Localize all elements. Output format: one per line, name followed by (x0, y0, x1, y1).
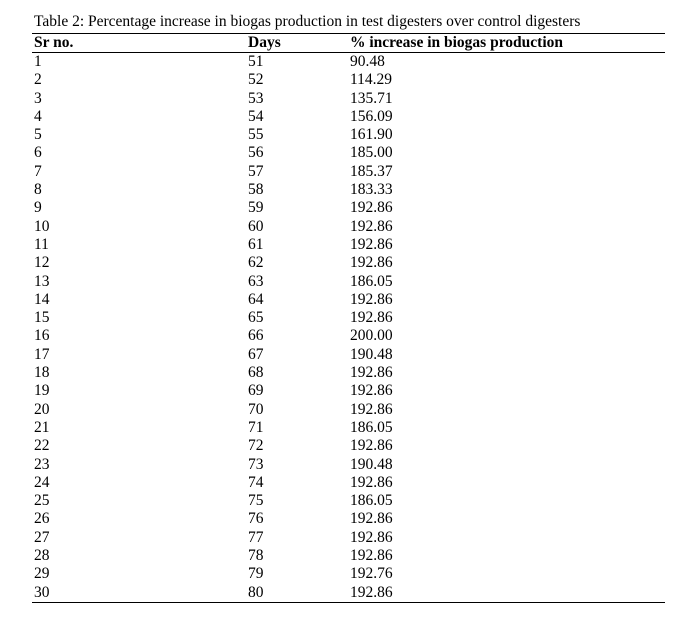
cell-days: 53 (248, 89, 264, 107)
cell-sr-no: 22 (34, 437, 50, 455)
cell-days: 57 (248, 162, 264, 180)
cell-percent-increase: 190.48 (350, 345, 393, 363)
table-row (32, 346, 665, 364)
table-row (32, 218, 665, 236)
cell-days: 76 (248, 510, 264, 528)
cell-sr-no: 17 (34, 345, 50, 363)
cell-days: 71 (248, 418, 264, 436)
header-percent-increase: % increase in biogas production (350, 34, 564, 51)
table-row (32, 565, 665, 583)
table-row (32, 382, 665, 400)
cell-days: 56 (248, 144, 264, 162)
cell-percent-increase: 183.33 (350, 181, 393, 199)
cell-percent-increase: 185.37 (350, 162, 393, 180)
cell-sr-no: 8 (34, 181, 42, 199)
cell-days: 67 (248, 345, 264, 363)
table-row (32, 53, 665, 72)
cell-percent-increase: 192.86 (350, 290, 393, 308)
table-row (32, 456, 665, 474)
cell-sr-no: 10 (34, 217, 50, 235)
table-row (32, 71, 665, 89)
cell-days: 62 (248, 254, 264, 272)
cell-sr-no: 1 (34, 53, 42, 70)
table-row (32, 510, 665, 528)
cell-percent-increase: 192.86 (350, 217, 393, 235)
cell-sr-no: 30 (34, 583, 50, 601)
table-body (32, 53, 665, 603)
cell-days: 77 (248, 528, 264, 546)
cell-days: 60 (248, 217, 264, 235)
table-row (32, 437, 665, 455)
cell-percent-increase: 186.05 (350, 492, 393, 510)
cell-percent-increase: 190.48 (350, 455, 393, 473)
cell-sr-no: 28 (34, 547, 50, 565)
table-header (32, 34, 665, 53)
table-row (32, 108, 665, 126)
cell-days: 63 (248, 272, 264, 290)
cell-days: 74 (248, 473, 264, 491)
cell-sr-no: 13 (34, 272, 50, 290)
cell-percent-increase: 192.86 (350, 400, 393, 418)
table-row (32, 474, 665, 492)
cell-percent-increase: 192.86 (350, 309, 393, 327)
cell-percent-increase: 135.71 (350, 89, 393, 107)
table-row (32, 309, 665, 327)
cell-days: 68 (248, 364, 264, 382)
header-sr-no: Sr no. (34, 34, 74, 51)
cell-sr-no: 25 (34, 492, 50, 510)
cell-sr-no: 15 (34, 309, 50, 327)
table-row (32, 254, 665, 272)
cell-days: 55 (248, 126, 264, 144)
table-row (32, 401, 665, 419)
table-row (32, 529, 665, 547)
cell-days: 78 (248, 547, 264, 565)
cell-percent-increase: 192.86 (350, 437, 393, 455)
cell-percent-increase: 192.86 (350, 528, 393, 546)
cell-percent-increase: 90.48 (350, 53, 385, 70)
cell-percent-increase: 114.29 (350, 71, 393, 89)
cell-days: 79 (248, 565, 264, 583)
cell-percent-increase: 192.86 (350, 510, 393, 528)
cell-days: 66 (248, 327, 264, 345)
cell-sr-no: 20 (34, 400, 50, 418)
table-row (32, 364, 665, 382)
cell-sr-no: 4 (34, 107, 42, 125)
cell-percent-increase: 200.00 (350, 327, 393, 345)
cell-percent-increase: 186.05 (350, 272, 393, 290)
table-row (32, 181, 665, 199)
cell-percent-increase: 192.86 (350, 199, 393, 217)
cell-days: 72 (248, 437, 264, 455)
cell-sr-no: 7 (34, 162, 42, 180)
cell-days: 69 (248, 382, 264, 400)
biogas-table (32, 33, 665, 603)
cell-percent-increase: 192.86 (350, 583, 393, 601)
table-row (32, 547, 665, 565)
table-row (32, 163, 665, 181)
cell-sr-no: 21 (34, 418, 50, 436)
cell-days: 73 (248, 455, 264, 473)
table-row (32, 199, 665, 217)
cell-sr-no: 9 (34, 199, 42, 217)
cell-days: 58 (248, 181, 264, 199)
table-row (32, 492, 665, 510)
cell-days: 54 (248, 107, 264, 125)
cell-percent-increase: 192.86 (350, 382, 393, 400)
table-row (32, 236, 665, 254)
cell-percent-increase: 192.86 (350, 473, 393, 491)
cell-sr-no: 2 (34, 71, 42, 89)
cell-days: 52 (248, 71, 264, 89)
table-row (32, 90, 665, 108)
cell-days: 64 (248, 290, 264, 308)
cell-percent-increase: 192.86 (350, 235, 393, 253)
cell-days: 59 (248, 199, 264, 217)
table-row (32, 327, 665, 345)
cell-sr-no: 19 (34, 382, 50, 400)
cell-sr-no: 26 (34, 510, 50, 528)
table-row (32, 291, 665, 309)
cell-sr-no: 12 (34, 254, 50, 272)
cell-sr-no: 27 (34, 528, 50, 546)
table-row (32, 584, 665, 603)
cell-percent-increase: 192.76 (350, 565, 393, 583)
cell-sr-no: 23 (34, 455, 50, 473)
cell-days: 75 (248, 492, 264, 510)
header-row (32, 34, 665, 53)
cell-percent-increase: 185.00 (350, 144, 393, 162)
cell-days: 65 (248, 309, 264, 327)
cell-days: 51 (248, 53, 264, 70)
table-caption: Table 2: Percentage increase in biogas production in test digesters over control digesters (34, 13, 581, 30)
table-row (32, 273, 665, 291)
header-days: Days (248, 34, 281, 51)
table-row (32, 126, 665, 144)
cell-sr-no: 6 (34, 144, 42, 162)
cell-sr-no: 5 (34, 126, 42, 144)
cell-percent-increase: 192.86 (350, 547, 393, 565)
cell-sr-no: 14 (34, 290, 50, 308)
cell-days: 61 (248, 235, 264, 253)
cell-days: 80 (248, 583, 264, 601)
cell-sr-no: 18 (34, 364, 50, 382)
cell-sr-no: 3 (34, 89, 42, 107)
table-row (32, 144, 665, 162)
cell-sr-no: 24 (34, 473, 50, 491)
cell-percent-increase: 186.05 (350, 418, 393, 436)
cell-sr-no: 16 (34, 327, 50, 345)
cell-percent-increase: 192.86 (350, 254, 393, 272)
table-row (32, 419, 665, 437)
cell-percent-increase: 156.09 (350, 107, 393, 125)
cell-sr-no: 29 (34, 565, 50, 583)
cell-sr-no: 11 (34, 235, 49, 253)
cell-percent-increase: 161.90 (350, 126, 393, 144)
cell-percent-increase: 192.86 (350, 364, 393, 382)
cell-days: 70 (248, 400, 264, 418)
